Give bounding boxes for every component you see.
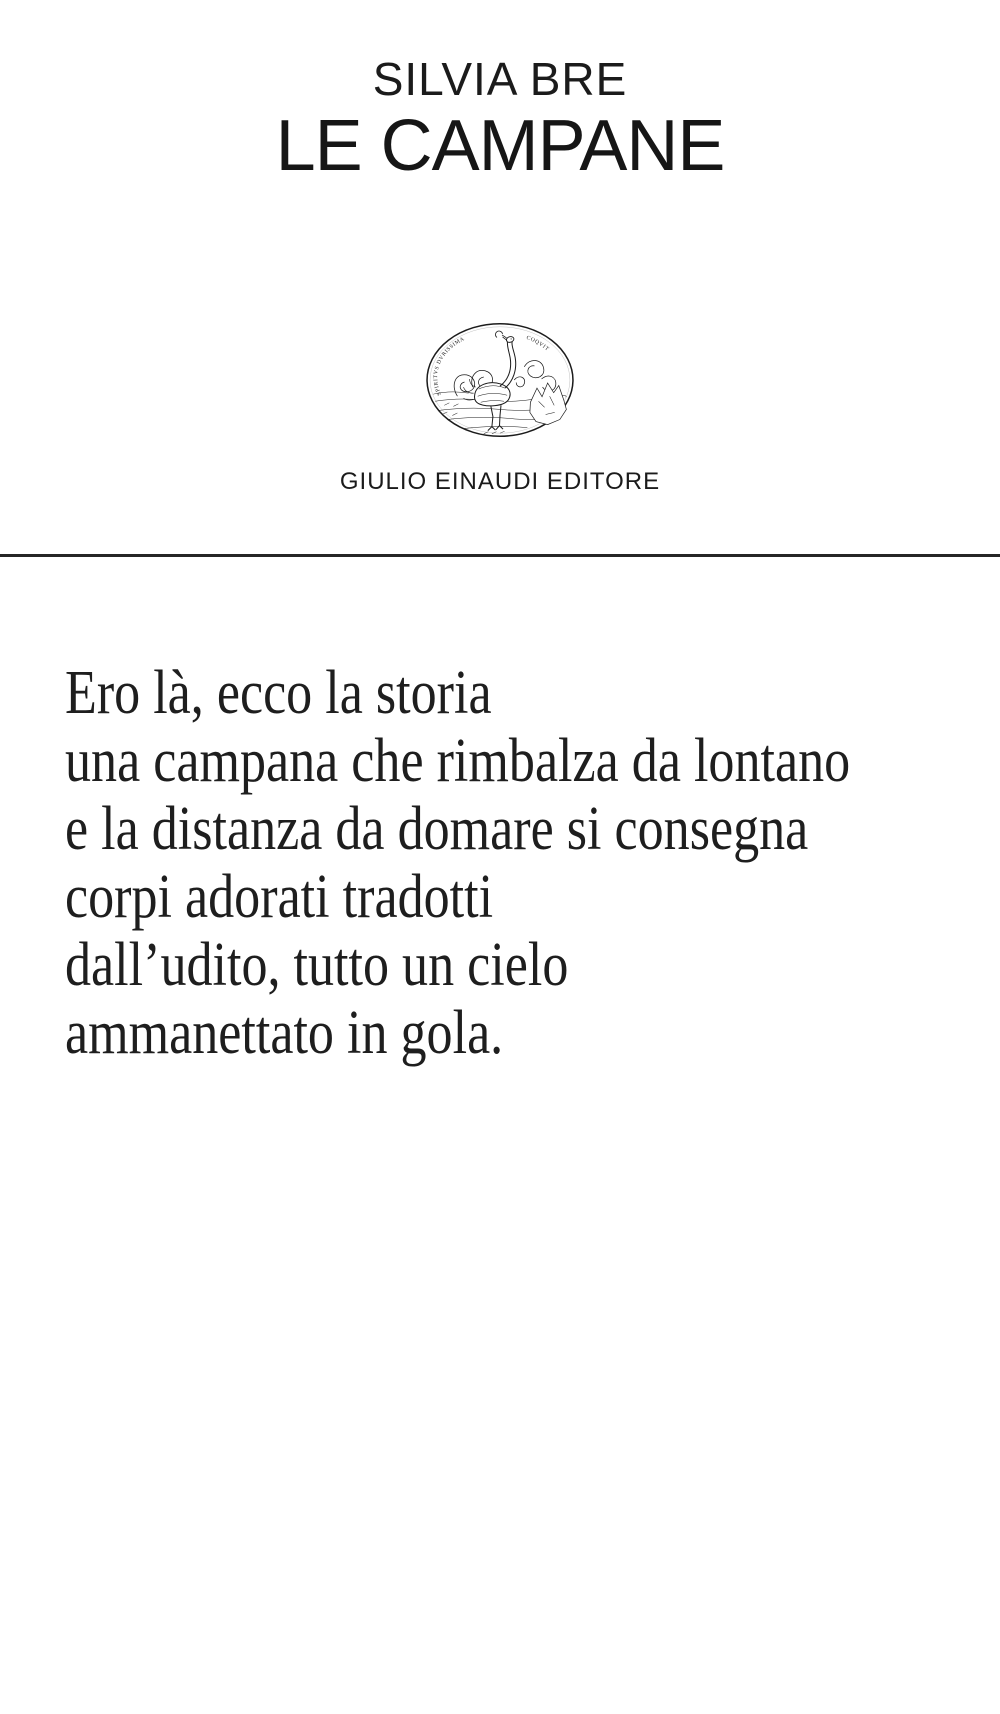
author-name: SILVIA BRE — [372, 53, 628, 105]
poem-line: ammanettato in gola. — [65, 999, 504, 1067]
poem-line: Ero là, ecco la storia — [65, 659, 492, 727]
poem-line: e la distanza da domare si consegna — [65, 795, 809, 863]
poem-line: corpi adorati tradotti — [65, 863, 494, 931]
logo-motto-right: COQVIT — [525, 335, 551, 353]
book-title: LE CAMPANE — [275, 106, 725, 186]
poem-line: una campana che rimbalza da lontano — [65, 727, 851, 795]
einaudi-ostrich-emblem-icon — [424, 320, 576, 440]
logo-motto-left: SPIRITVS DVRISSIMA — [433, 336, 466, 397]
poem-line: dall’udito, tutto un cielo — [65, 931, 569, 999]
publisher-name: GIULIO EINAUDI EDITORE — [339, 468, 661, 495]
divider-rule — [0, 554, 1000, 557]
publisher-logo — [0, 320, 1000, 440]
poem-text — [65, 659, 850, 1067]
